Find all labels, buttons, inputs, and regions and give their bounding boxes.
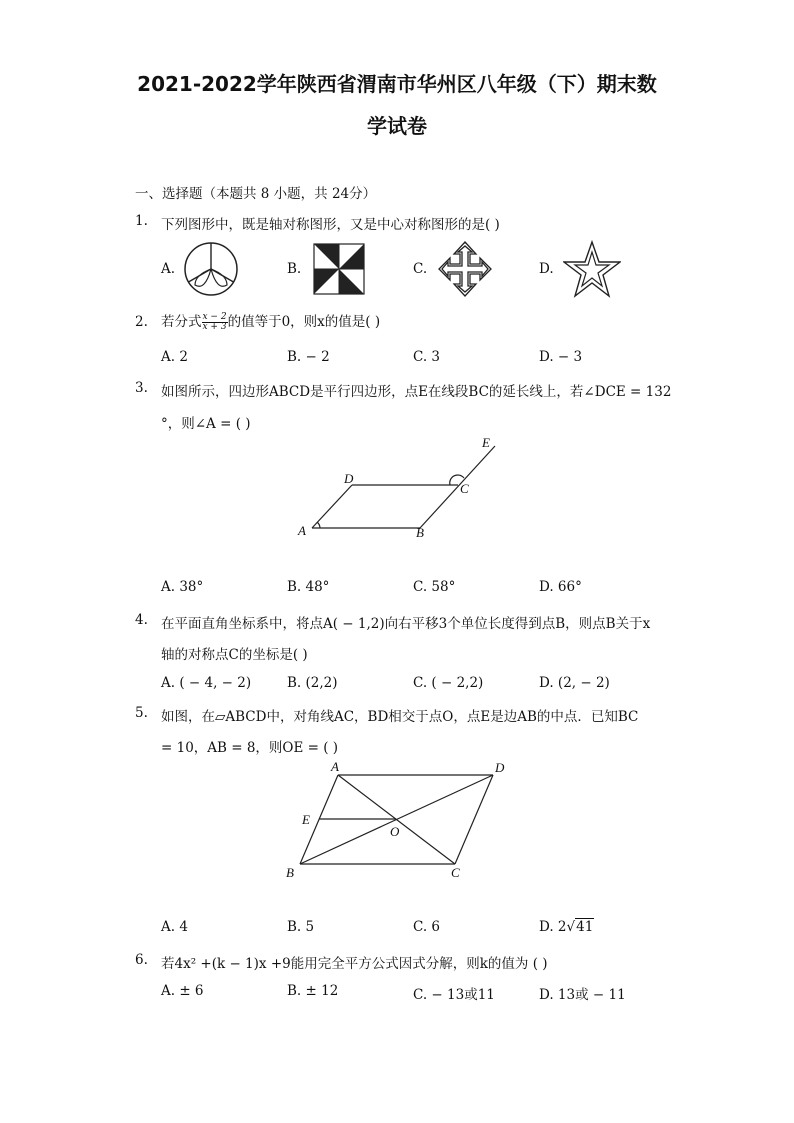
option-d: D. 13或 − 11 (539, 987, 626, 1003)
fraction-numerator: x − 2 (202, 312, 227, 322)
paper-title-line1: 2021-2022学年陕西省渭南市华州区八年级（下）期末数 (137, 72, 657, 96)
label-d: D (495, 760, 505, 775)
option-d: D. (539, 261, 554, 277)
question-text: 如图所示，四边形ABCD是平行四边形，点E在线段BC的延长线上，若∠DCE = 132 (161, 384, 672, 400)
question-number: 5. (135, 705, 148, 721)
fraction-denominator: x + 3 (202, 322, 227, 332)
question-text: 下列图形中，既是轴对称图形，又是中心对称图形的是( ) (161, 217, 500, 233)
option-a: A. 2 (161, 349, 188, 365)
option-b: B. (2,2) (287, 675, 338, 691)
question-number: 4. (135, 612, 148, 628)
option-a: A. ( − 4, − 2) (161, 675, 252, 691)
label-d: D (344, 471, 354, 486)
pinwheel-icon (312, 243, 366, 295)
option-b: B. ± 12 (287, 983, 339, 999)
option-c: C. (413, 261, 428, 277)
label-a: A (298, 523, 306, 538)
question-number: 3. (135, 380, 148, 396)
label-c: C (460, 481, 469, 496)
option-b: B. 48° (287, 579, 330, 595)
double-star-icon (563, 240, 621, 298)
label-e: E (482, 435, 490, 450)
option-a: A. ± 6 (161, 983, 204, 999)
label-a: A (331, 759, 339, 774)
option-d: D. 66° (539, 579, 582, 595)
option-c: C. 6 (413, 919, 441, 935)
question-text-pre: 若分式 (161, 314, 202, 330)
option-b: B. 5 (287, 919, 315, 935)
fraction (202, 313, 228, 332)
option-a: A. 38° (161, 579, 204, 595)
question-text (161, 310, 380, 332)
option-b: B. (287, 261, 302, 277)
four-arrow-cross-icon (438, 241, 492, 297)
question-text-cont: 轴的对称点C的坐标是( ) (161, 647, 308, 663)
label-b: B (416, 525, 424, 540)
paper-title-line2: 学试卷 (367, 114, 427, 138)
question-text-cont: = 10，AB = 8，则OE = ( ) (161, 740, 339, 756)
question-text: 若4x² +(k − 1)x +9能用完全平方公式因式分解，则k的值为 ( ) (161, 956, 548, 972)
parallelogram-figure-q3 (290, 432, 510, 542)
label-c: C (451, 865, 460, 880)
question-text-post: 的值等于0，则x的值是( ) (227, 314, 381, 330)
option-c: C. − 13或11 (413, 987, 495, 1003)
option-c: C. ( − 2,2) (413, 675, 484, 691)
option-d: D. 2√41 (539, 919, 594, 935)
option-d: D. (2, − 2) (539, 675, 610, 691)
option-c: C. 3 (413, 349, 441, 365)
option-b: B. − 2 (287, 349, 330, 365)
label-b: B (286, 865, 294, 880)
option-a: A. (161, 261, 176, 277)
question-number: 1. (135, 213, 148, 229)
question-text-cont: °，则∠A = ( ) (161, 416, 251, 432)
question-text: 在平面直角坐标系中，将点A( − 1,2)向右平移3个单位长度得到点B，则点B关于x (161, 616, 651, 632)
question-number: 2. (135, 314, 148, 330)
option-d-text: D. 2 (539, 919, 567, 935)
option-d-radicand: 41 (576, 919, 594, 935)
label-o: O (390, 824, 400, 839)
label-e: E (302, 812, 310, 827)
parallelogram-figure-q5 (283, 758, 523, 884)
option-c: C. 58° (413, 579, 456, 595)
question-number: 6. (135, 952, 148, 968)
section-heading: 一、选择题（本题共 8 小题，共 24分） (135, 186, 377, 202)
option-a: A. 4 (161, 919, 188, 935)
option-d: D. − 3 (539, 349, 583, 365)
question-text: 如图，在▱ABCD中，对角线AC，BD相交于点O，点E是边AB的中点．已知BC (161, 709, 639, 725)
circle-three-petal-icon (183, 241, 239, 297)
